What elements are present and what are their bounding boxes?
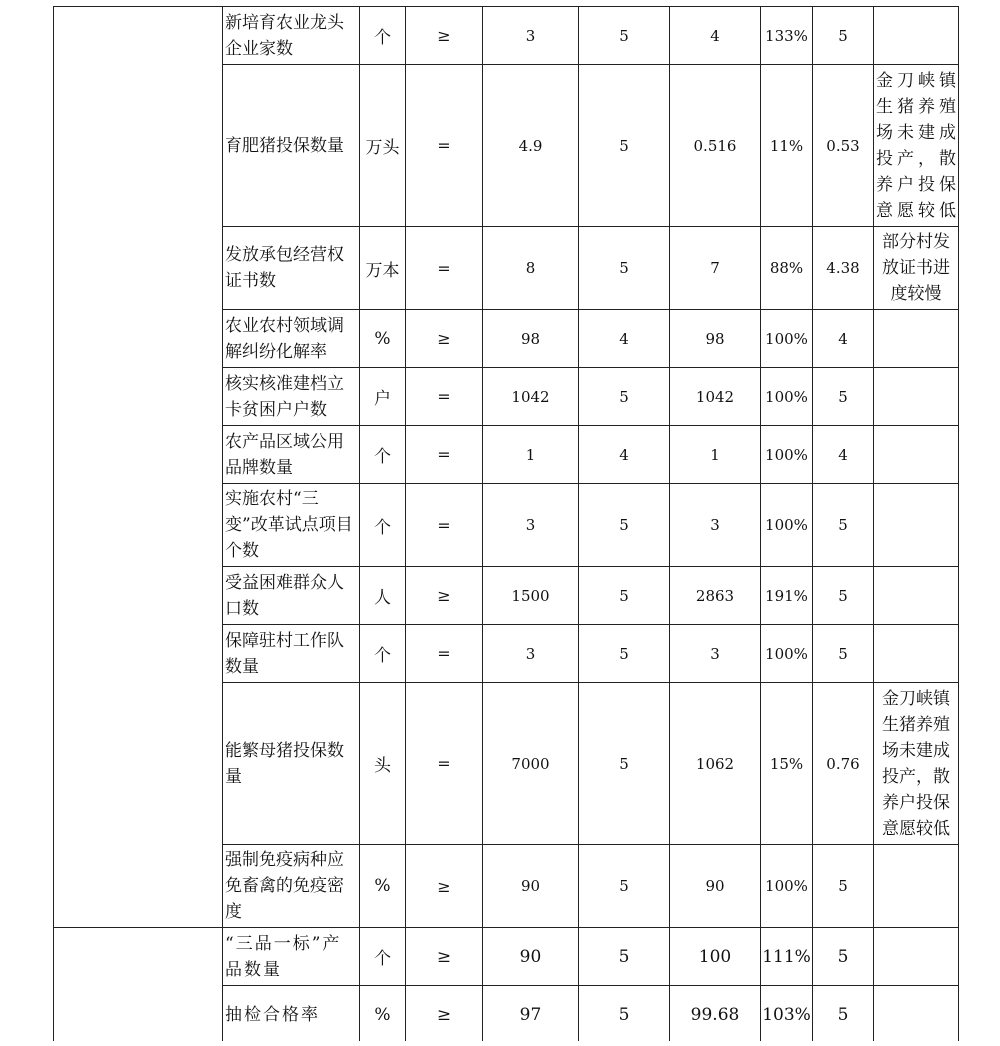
score-value: 5 xyxy=(579,227,670,310)
indicator-name: 实施农村“三变”改革试点项目个数 xyxy=(223,484,360,567)
target-value: 90 xyxy=(483,845,579,928)
indicator-name: 保障驻村工作队数量 xyxy=(223,625,360,683)
unit-cell: % xyxy=(360,310,406,368)
unit-cell: 个 xyxy=(360,625,406,683)
score-value: 5 xyxy=(579,7,670,65)
category-cell xyxy=(54,928,223,1044)
earned-score: 5 xyxy=(813,625,874,683)
indicator-name: 发放承包经营权证书数 xyxy=(223,227,360,310)
page-edge xyxy=(0,1041,1000,1046)
unit-cell: 户 xyxy=(360,368,406,426)
note-cell: 金刀峡镇生猪养殖场未建成投产，散养户投保意愿较低 xyxy=(874,683,959,845)
completion-rate: 103% xyxy=(761,986,813,1044)
completion-rate: 11% xyxy=(761,65,813,227)
target-value: 97 xyxy=(483,986,579,1044)
completion-rate: 100% xyxy=(761,625,813,683)
earned-score: 5 xyxy=(813,928,874,986)
score-value: 5 xyxy=(579,567,670,625)
score-value: 5 xyxy=(579,683,670,845)
actual-value: 0.516 xyxy=(670,65,761,227)
comparator-cell: ≥ xyxy=(406,986,483,1044)
comparator-cell: ≥ xyxy=(406,928,483,986)
unit-cell: 个 xyxy=(360,7,406,65)
actual-value: 99.68 xyxy=(670,986,761,1044)
indicator-name: 农产品区域公用品牌数量 xyxy=(223,426,360,484)
score-value: 4 xyxy=(579,426,670,484)
earned-score: 4 xyxy=(813,310,874,368)
actual-value: 3 xyxy=(670,625,761,683)
unit-cell: 个 xyxy=(360,484,406,567)
unit-cell: 人 xyxy=(360,567,406,625)
unit-cell: 万头 xyxy=(360,65,406,227)
actual-value: 1 xyxy=(670,426,761,484)
target-value: 8 xyxy=(483,227,579,310)
indicator-name: 农业农村领域调解纠纷化解率 xyxy=(223,310,360,368)
comparator-cell: = xyxy=(406,625,483,683)
completion-rate: 100% xyxy=(761,426,813,484)
category-cell xyxy=(54,7,223,928)
earned-score: 5 xyxy=(813,845,874,928)
score-value: 4 xyxy=(579,310,670,368)
score-value: 5 xyxy=(579,625,670,683)
unit-cell: % xyxy=(360,845,406,928)
comparator-cell: ≥ xyxy=(406,567,483,625)
earned-score: 5 xyxy=(813,368,874,426)
note-cell xyxy=(874,426,959,484)
comparator-cell: = xyxy=(406,65,483,227)
completion-rate: 100% xyxy=(761,845,813,928)
indicator-name: 新培育农业龙头企业家数 xyxy=(223,7,360,65)
comparator-cell: = xyxy=(406,227,483,310)
unit-cell: 头 xyxy=(360,683,406,845)
indicator-name: 能繁母猪投保数量 xyxy=(223,683,360,845)
unit-cell: 万本 xyxy=(360,227,406,310)
note-cell xyxy=(874,625,959,683)
earned-score: 0.76 xyxy=(813,683,874,845)
indicator-name: 受益困难群众人口数 xyxy=(223,567,360,625)
table-row xyxy=(54,928,959,986)
unit-cell: 个 xyxy=(360,928,406,986)
target-value: 7000 xyxy=(483,683,579,845)
comparator-cell: ≥ xyxy=(406,845,483,928)
target-value: 3 xyxy=(483,7,579,65)
score-value: 5 xyxy=(579,484,670,567)
note-cell xyxy=(874,986,959,1044)
note-cell xyxy=(874,368,959,426)
score-value: 5 xyxy=(579,65,670,227)
score-value: 5 xyxy=(579,986,670,1044)
note-cell xyxy=(874,845,959,928)
comparator-cell: = xyxy=(406,683,483,845)
completion-rate: 111% xyxy=(761,928,813,986)
target-value: 90 xyxy=(483,928,579,986)
score-value: 5 xyxy=(579,368,670,426)
comparator-cell: = xyxy=(406,484,483,567)
actual-value: 2863 xyxy=(670,567,761,625)
completion-rate: 133% xyxy=(761,7,813,65)
unit-cell: 个 xyxy=(360,426,406,484)
comparator-cell: = xyxy=(406,426,483,484)
completion-rate: 100% xyxy=(761,310,813,368)
target-value: 98 xyxy=(483,310,579,368)
unit-cell: % xyxy=(360,986,406,1044)
note-cell xyxy=(874,484,959,567)
completion-rate: 15% xyxy=(761,683,813,845)
indicator-name: 抽检合格率 xyxy=(223,986,360,1044)
actual-value: 1042 xyxy=(670,368,761,426)
indicator-name: 核实核准建档立卡贫困户户数 xyxy=(223,368,360,426)
completion-rate: 191% xyxy=(761,567,813,625)
note-cell: 金刀峡镇生猪养殖场未建成投产，散养户投保意愿较低 xyxy=(874,65,959,227)
earned-score: 5 xyxy=(813,567,874,625)
earned-score: 4.38 xyxy=(813,227,874,310)
comparator-cell: ≥ xyxy=(406,7,483,65)
completion-rate: 100% xyxy=(761,368,813,426)
indicator-name: 强制免疫病种应免畜禽的免疫密度 xyxy=(223,845,360,928)
target-value: 3 xyxy=(483,625,579,683)
score-value: 5 xyxy=(579,928,670,986)
actual-value: 90 xyxy=(670,845,761,928)
earned-score: 5 xyxy=(813,7,874,65)
indicator-name: “三品一标”产品数量 xyxy=(223,928,360,986)
table-row xyxy=(54,7,959,65)
score-value: 5 xyxy=(579,845,670,928)
actual-value: 7 xyxy=(670,227,761,310)
earned-score: 4 xyxy=(813,426,874,484)
target-value: 1 xyxy=(483,426,579,484)
target-value: 4.9 xyxy=(483,65,579,227)
comparator-cell: = xyxy=(406,368,483,426)
actual-value: 1062 xyxy=(670,683,761,845)
actual-value: 98 xyxy=(670,310,761,368)
actual-value: 100 xyxy=(670,928,761,986)
note-cell xyxy=(874,310,959,368)
earned-score: 5 xyxy=(813,986,874,1044)
note-cell xyxy=(874,928,959,986)
indicator-name: 育肥猪投保数量 xyxy=(223,65,360,227)
earned-score: 0.53 xyxy=(813,65,874,227)
actual-value: 3 xyxy=(670,484,761,567)
completion-rate: 88% xyxy=(761,227,813,310)
completion-rate: 100% xyxy=(761,484,813,567)
note-cell xyxy=(874,7,959,65)
note-cell xyxy=(874,567,959,625)
target-value: 1042 xyxy=(483,368,579,426)
performance-indicator-table xyxy=(53,6,959,1044)
earned-score: 5 xyxy=(813,484,874,567)
target-value: 1500 xyxy=(483,567,579,625)
comparator-cell: ≥ xyxy=(406,310,483,368)
target-value: 3 xyxy=(483,484,579,567)
actual-value: 4 xyxy=(670,7,761,65)
note-cell: 部分村发放证书进度较慢 xyxy=(874,227,959,310)
